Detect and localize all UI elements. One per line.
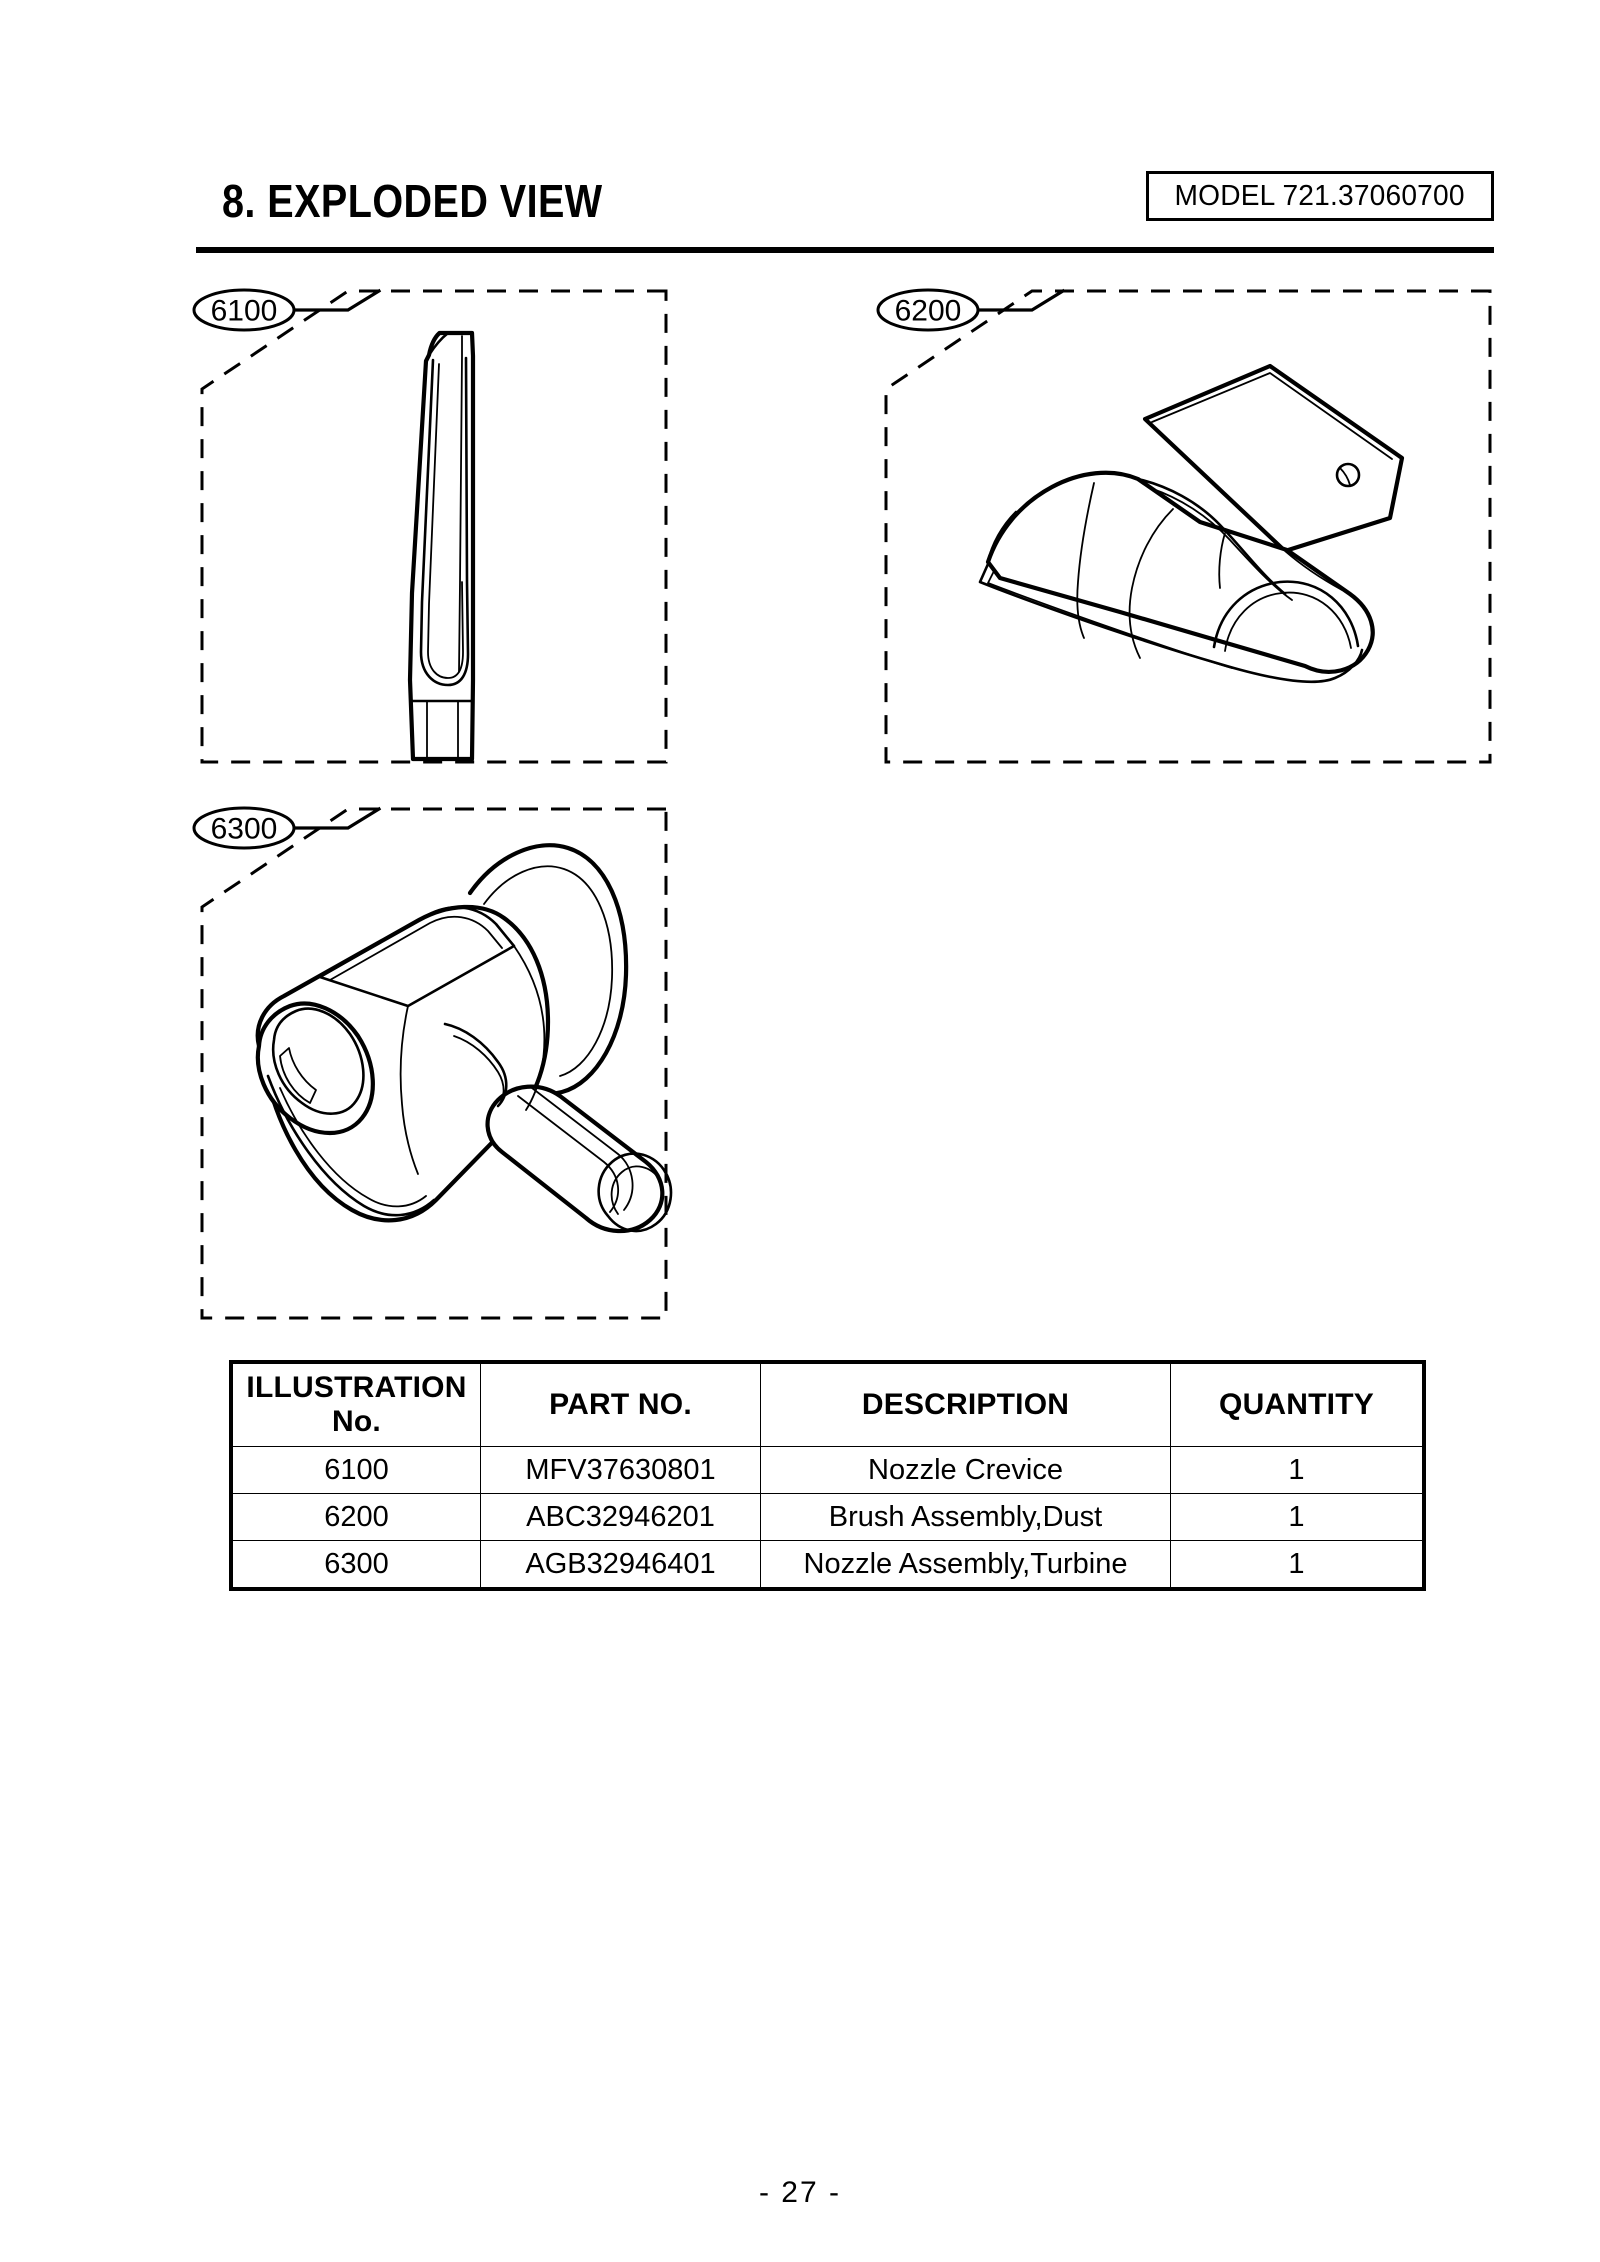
cell-quantity: 1 <box>1171 1541 1423 1588</box>
model-number-box <box>1146 171 1494 221</box>
callout-bubble-6200 <box>878 290 978 330</box>
parts-table-header <box>233 1364 1423 1447</box>
cell-part-no: MFV37630801 <box>481 1447 761 1494</box>
leader-line-6200 <box>977 291 1063 310</box>
callout-label-6300: 6300 <box>210 812 278 846</box>
callout-bubble-6300 <box>194 808 294 848</box>
table-row <box>233 1541 1423 1588</box>
page-number-footer: - 27 - <box>758 2176 842 2209</box>
table-header-row <box>233 1364 1423 1447</box>
cell-description: Nozzle Assembly,Turbine <box>761 1541 1171 1588</box>
cell-illustration-no: 6300 <box>233 1541 481 1588</box>
column-header-line2: No. <box>332 1405 381 1438</box>
column-header-illustration-no <box>233 1364 481 1447</box>
callout-label-6200: 6200 <box>894 294 962 328</box>
callout-label-6100: 6100 <box>210 294 278 328</box>
cell-part-no: AGB32946401 <box>481 1541 761 1588</box>
model-number-label: MODEL 721.37060700 <box>1174 179 1466 212</box>
crevice-nozzle-drawing <box>410 333 473 759</box>
table-row <box>233 1494 1423 1541</box>
table-row <box>233 1447 1423 1494</box>
cell-part-no: ABC32946201 <box>481 1494 761 1541</box>
illustration-panel-6100 <box>196 282 696 782</box>
cell-description: Brush Assembly,Dust <box>761 1494 1171 1541</box>
cell-description: Nozzle Crevice <box>761 1447 1171 1494</box>
cell-quantity: 1 <box>1171 1447 1423 1494</box>
column-header-quantity <box>1171 1364 1423 1447</box>
illustration-panel-6300 <box>196 800 816 1340</box>
page-title: 8. EXPLODED VIEW <box>222 175 603 227</box>
cell-illustration-no: 6100 <box>233 1447 481 1494</box>
parts-table <box>232 1363 1423 1588</box>
column-header-line1: ILLUSTRATION <box>246 1371 467 1405</box>
illustration-panel-6200 <box>880 282 1520 782</box>
column-header-line1: PART NO. <box>549 1388 692 1422</box>
column-header-line1: DESCRIPTION <box>861 1388 1070 1422</box>
dust-brush-drawing <box>980 366 1402 682</box>
cell-illustration-no: 6200 <box>233 1494 481 1541</box>
column-header-description <box>761 1364 1171 1447</box>
callout-bubble-6100 <box>194 290 294 330</box>
cell-quantity: 1 <box>1171 1494 1423 1541</box>
column-header-line1: QUANTITY <box>1219 1388 1374 1422</box>
turbine-nozzle-drawing <box>258 845 671 1231</box>
parts-table-body <box>233 1447 1423 1588</box>
column-header-part-no <box>481 1364 761 1447</box>
header-divider-rule <box>196 247 1494 253</box>
